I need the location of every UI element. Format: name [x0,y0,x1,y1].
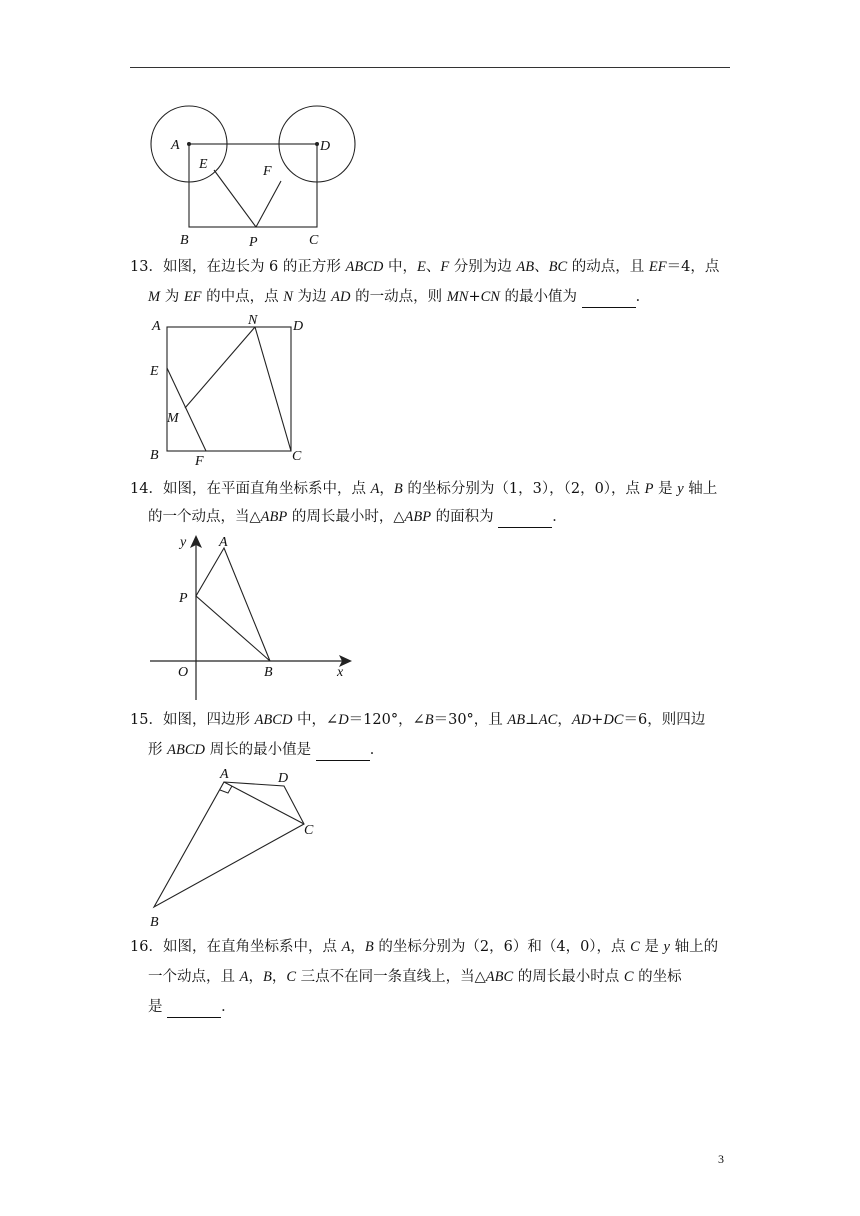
label-a: A [220,767,229,782]
label-a: A [171,138,180,153]
label-o: O [178,665,189,680]
q16-line1: 16．如图，在直角坐标系中，点 A，B 的坐标分别为（2，6）和（4，0），点 C 是 y 轴上的 [130,939,719,955]
diagonal-ac [224,782,304,824]
label-n: N [248,313,258,328]
label-d: D [293,319,304,334]
q16-line3: 是 ． [148,997,236,1018]
answer-blank-16[interactable] [167,997,221,1018]
point-a [187,142,191,146]
square-abcd [167,327,291,451]
label-e: E [199,157,208,172]
label-y: y [180,535,187,550]
label-c: C [304,823,314,838]
label-d: D [320,139,331,154]
label-b: B [264,665,273,680]
segment-ef [167,368,206,451]
answer-blank-14[interactable] [498,507,552,528]
answer-blank-13[interactable] [582,287,636,308]
label-a: A [152,319,161,334]
q15-figure [140,762,330,932]
q14-line1: 14．如图，在平面直角坐标系中，点 A，B 的坐标分别为（1，3），（2，0），点 P 是 y 轴上 [130,481,718,497]
label-p: P [179,591,188,606]
label-m: M [167,411,179,426]
label-c: C [292,449,302,464]
segment-fp [256,181,281,227]
q13-line2: M 为 EF 的中点，点 N 为边 AD 的一动点，则 MN+CN 的最小值为 ． [148,287,650,308]
label-a: A [219,535,228,550]
label-d: D [278,771,289,786]
label-b: B [150,915,159,930]
page-number: 3 [718,1152,724,1166]
label-e: E [150,364,159,379]
quadrilateral-abcd [154,782,304,907]
label-b: B [180,233,189,248]
label-x: x [337,665,344,680]
label-f: F [263,164,272,179]
segment-mn [185,327,255,408]
q14-figure [140,528,360,703]
point-d [315,142,319,146]
figure-circles-rectangle [140,100,370,250]
q14-line2: 的一个动点，当△ABP 的周长最小时，△ABP 的面积为 ． [148,507,567,528]
label-f: F [195,454,204,469]
q13-figure [140,312,320,467]
segment-ep [214,170,256,227]
q16-line2: 一个动点，且 A，B，C 三点不在同一条直线上，当△ABC 的周长最小时点 C 的坐标 [148,969,682,985]
answer-blank-15[interactable] [316,740,370,761]
label-c: C [309,233,319,248]
segment-nc [255,327,291,451]
q13-line1: 13．如图，在边长为 6 的正方形 ABCD 中，E、F 分别为边 AB、BC 的动点，且 EF＝4，点 [130,259,720,275]
label-b: B [150,448,159,463]
q15-line1: 15．如图，四边形 ABCD 中，∠D＝120°，∠B＝30°，且 AB⊥AC，AD+DC＝6，则四边 [130,712,706,728]
q15-line2: 形 ABCD 周长的最小值是 ． [148,740,384,761]
label-p: P [249,235,258,250]
triangle-abp [196,548,270,661]
header-rule [130,67,730,68]
rectangle-abcd [189,144,317,227]
